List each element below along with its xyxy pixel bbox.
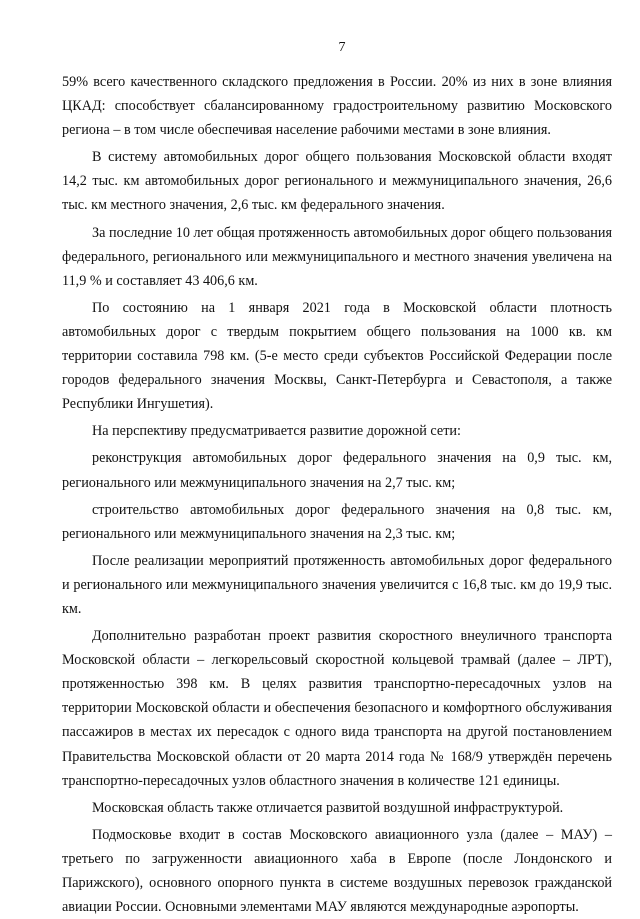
paragraph-road-density: По состоянию на 1 января 2021 года в Московской области плотность автомобильных дорог с твердым покрытием общего пользования на 1000 кв. км территории составила 798 км. (5-е место среди субъектов Российской Федерации после городов федерального значения Москвы, Санкт-Петербурга и Севастополя, а также Республики Ингушетия).	[62, 299, 612, 413]
paragraph-construction: строительство автомобильных дорог федерального значения на 0,8 тыс. км, регионального или межмуниципального значения на 2,3 тыс. км;	[62, 501, 612, 542]
paragraph-lrt-project: Дополнительно разработан проект развития скоростного внеуличного транспорта Московской области – легкорельсовый скоростной кольцевой трамвай (далее – ЛРТ), протяженностью 398 км. В целях развития транспортно-пересадочных узлов на территории Московской области и обеспечения безопасного и комфортного обслуживания пассажиров в местах их пересадок с одного вида транспорта на другой постановлением Правительства Московской области от 20 марта 2014 года № 168/9 утверждён перечень транспортно-пересадочных узлов областного значения в количестве 121 единицы.	[62, 628, 612, 789]
paragraph-road-length: За последние 10 лет общая протяженность автомобильных дорог общего пользования федерального, регионального или межмуниципального и местного значения увеличена на 11,9 % и составляет 43 406,6 км.	[62, 224, 612, 289]
paragraph-prospects: На перспективу предусматривается развитие дорожной сети:	[92, 423, 461, 440]
paragraph-air-infrastructure: Московская область также отличается развитой воздушной инфраструктурой.	[92, 799, 564, 816]
paragraph-warehouse: 59% всего качественного складского предложения в России. 20% из них в зоне влияния ЦКАД: способствует сбалансированному градостроительному развитию Московского региона – в том числе обеспечивая население рабочими местами в зоне влияния.	[62, 74, 612, 139]
paragraph-road-system: В систему автомобильных дорог общего пользования Московской области входят 14,2 тыс. км автомобильных дорог регионального и межмуниципального значения, 26,6 тыс. км местного значения, 2,6 тыс. км федерального значения.	[62, 149, 612, 214]
paragraph-mau: Подмосковье входит в состав Московского авиационного узла (далее – МАУ) – третьего по загруженности авиационного хаба в Европе (после Лондонского и Парижского), основного опорного пункта в системе воздушных перевозок гражданской авиации России. Основными элементами МАУ являются международные аэропорты.	[62, 826, 612, 916]
page-number: 7	[338, 40, 346, 55]
paragraph-after-measures: После реализации мероприятий протяженность автомобильных дорог федерального и регионального или межмуниципального значения увеличится с 16,8 тыс. км до 19,9 тыс. км.	[62, 552, 612, 617]
paragraph-reconstruction: реконструкция автомобильных дорог федерального значения на 0,9 тыс. км, регионального или межмуниципального значения на 2,7 тыс. км;	[62, 450, 612, 491]
